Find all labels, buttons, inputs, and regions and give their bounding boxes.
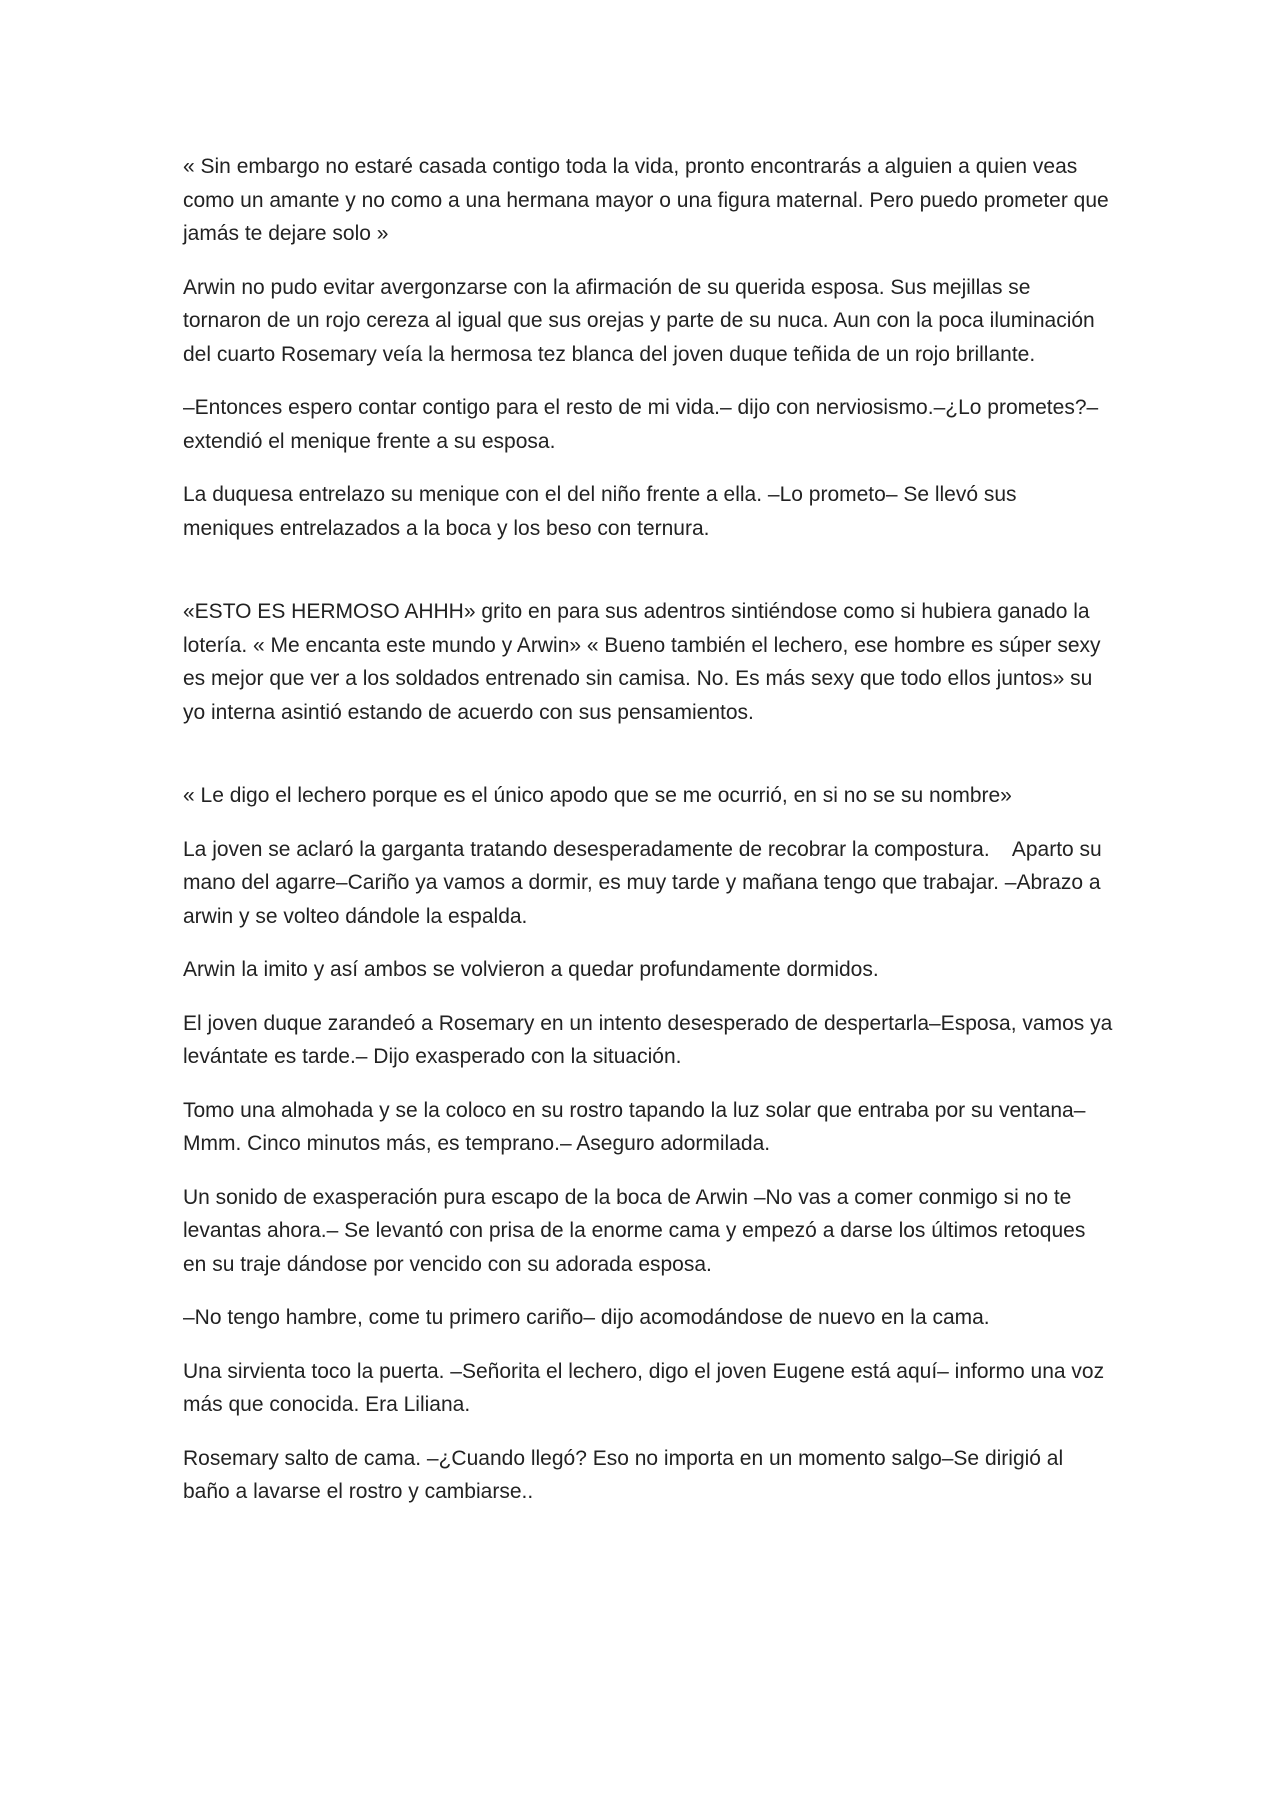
paragraph: Arwin la imito y así ambos se volvieron a quedar profundamente dormidos.	[183, 958, 879, 981]
paragraph: Un sonido de exasperación pura escapo de la boca de Arwin –No vas a comer conmigo si no te levantas ahora.– Se levantó con prisa de la enorme cama y empezó a darse los últimos retoques en su traje dándose por vencido con su adorada esposa.	[183, 1185, 1086, 1276]
paragraph: La joven se aclaró la garganta tratando desesperadamente de recobrar la compostura. Aparto su mano del agarre–Cariño ya vamos a dormir, es muy tarde y mañana tengo que trabajar. –Abrazo a arwin y se volteo dándole la espalda.	[183, 837, 1108, 928]
paragraph: « Sin embargo no estaré casada contigo toda la vida, pronto encontrarás a alguien a quien veas como un amante y no como a una hermana mayor o una figura maternal. Pero puedo prometer que jamás te dejare solo »	[183, 155, 1109, 245]
paragraph: Una sirvienta toco la puerta. –Señorita el lechero, digo el joven Eugene está aquí– informo una voz más que conocida. Era Liliana.	[183, 1359, 1105, 1416]
paragraph: El joven duque zarandeó a Rosemary en un intento desesperado de despertarla–Esposa, vamos ya levántate es tarde.– Dijo exasperado con la situación.	[183, 1011, 1113, 1068]
paragraph: Rosemary salto de cama. –¿Cuando llegó? Eso no importa en un momento salgo–Se dirigió al baño a lavarse el rostro y cambiarse..	[183, 1446, 1064, 1503]
paragraph: La duquesa entrelazo su menique con el del niño frente a ella. –Lo prometo– Se llevó sus meniques entrelazados a la boca y los beso con ternura.	[183, 483, 1017, 540]
paragraph: Tomo una almohada y se la coloco en su rostro tapando la luz solar que entraba por su ventana–Mmm. Cinco minutos más, es temprano.– Aseguro adormilada.	[183, 1098, 1086, 1155]
paragraph: Arwin no pudo evitar avergonzarse con la afirmación de su querida esposa. Sus mejillas se tornaron de un rojo cereza al igual que sus orejas y parte de su nuca. Aun con la poca iluminación del cuarto Rosemary veía la hermosa tez blanca del joven duque teñida de un rojo brillante.	[183, 275, 1095, 366]
paragraph: –Entonces espero contar contigo para el resto de mi vida.– dijo con nerviosismo.–¿Lo prometes?– extendió el menique frente a su esposa.	[183, 396, 1099, 453]
document-body	[183, 150, 1113, 1529]
paragraph: –No tengo hambre, come tu primero cariño– dijo acomodándose de nuevo en la cama.	[183, 1306, 990, 1329]
paragraph: «ESTO ES HERMOSO AHHH» grito en para sus adentros sintiéndose como si hubiera ganado la lotería. « Me encanta este mundo y Arwin» « Bueno también el lechero, ese hombre es súper sexy es mejor que ver a los soldados entrenado sin camisa. No. Es más sexy que todo ellos juntos» su yo interna asintió estando de acuerdo con sus pensamientos.	[183, 600, 1101, 724]
paragraph: « Le digo el lechero porque es el único apodo que se me ocurrió, en si no se su nombre»	[183, 784, 1012, 807]
